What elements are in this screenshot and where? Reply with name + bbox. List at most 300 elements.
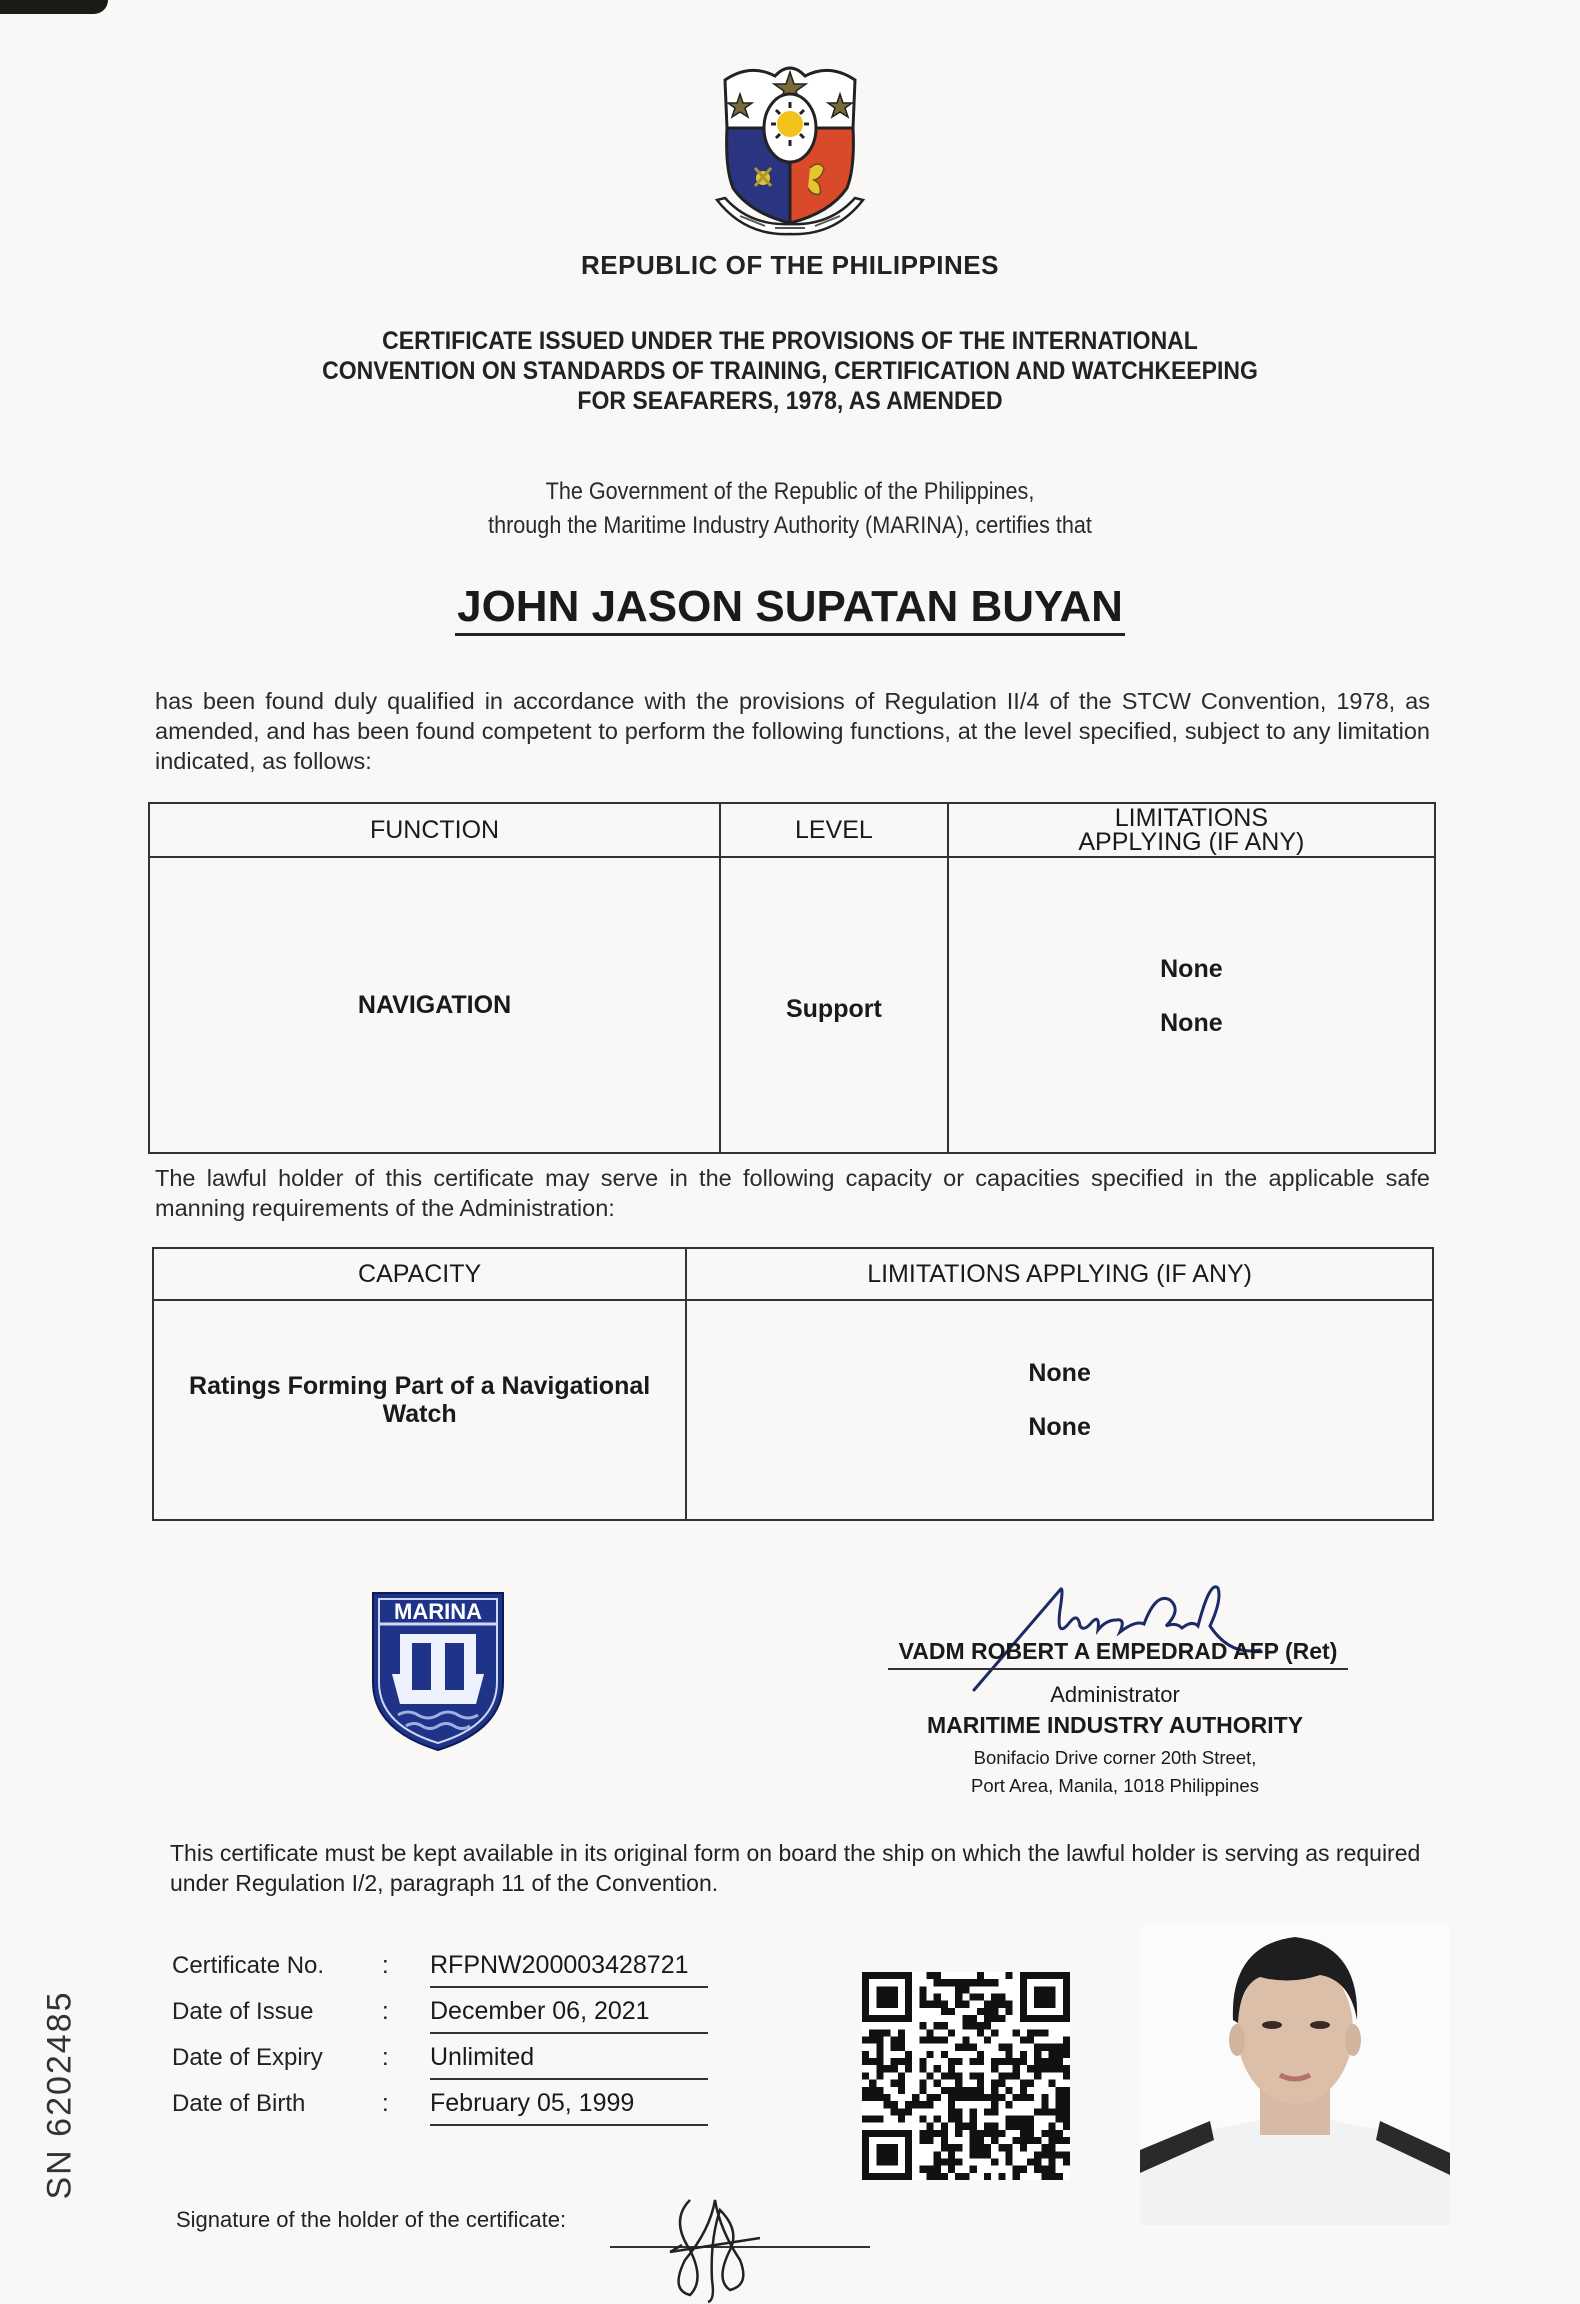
heading-line: FOR SEAFARERS, 1978, AS AMENDED <box>577 387 1003 415</box>
qr-module <box>1020 2144 1027 2151</box>
qr-module <box>1041 2101 1048 2108</box>
qr-module <box>884 2101 891 2108</box>
qr-module <box>948 2151 955 2158</box>
qr-module <box>927 2051 934 2058</box>
qr-module <box>934 2065 941 2072</box>
qr-module <box>948 2115 955 2122</box>
qr-module <box>884 2065 891 2072</box>
qr-module <box>1020 2058 1027 2065</box>
qr-module <box>876 2065 883 2072</box>
qr-module <box>991 2108 998 2115</box>
qr-module <box>876 2044 883 2051</box>
qr-module <box>1056 2094 1063 2101</box>
field-value: February 05, 1999 <box>430 2089 708 2126</box>
qr-code-icon[interactable] <box>862 1972 1070 2180</box>
capacity-paragraph: The lawful holder of this certificate may serve in the following capacity or capacities specified in the applicable safe manning requirements of the Administration: <box>155 1165 1430 1221</box>
qr-module <box>1041 2094 1048 2101</box>
qr-module <box>1034 2158 1041 2165</box>
address-line: Bonifacio Drive corner 20th Street, <box>973 1747 1257 1768</box>
qr-module <box>970 2058 977 2065</box>
limitation-value: None <box>1028 1359 1091 1387</box>
qr-module <box>991 2123 998 2130</box>
qr-module <box>1063 2094 1070 2101</box>
capacity-line: Watch <box>382 1400 457 1428</box>
qr-module <box>1034 2072 1041 2079</box>
qr-module <box>927 1972 934 1979</box>
qr-module <box>955 2080 962 2087</box>
qr-module <box>1005 2008 1012 2015</box>
qr-module <box>991 1994 998 2001</box>
qr-module <box>962 2015 969 2022</box>
qr-module <box>1020 2080 1027 2087</box>
field-value: Unlimited <box>430 2043 708 2080</box>
qr-module <box>1048 2144 1055 2151</box>
qr-module <box>1027 2123 1034 2130</box>
qr-module <box>1048 2137 1055 2144</box>
qr-module <box>1056 2101 1063 2108</box>
table-row <box>153 1300 1433 1520</box>
qr-module <box>1063 2123 1070 2130</box>
signatory-name: VADM ROBERT A EMPEDRAD AFP (Ret) <box>888 1638 1348 1670</box>
qr-module <box>884 2029 891 2036</box>
qr-module <box>927 2130 934 2137</box>
qr-module <box>1005 2123 1012 2130</box>
qr-module <box>1041 2065 1048 2072</box>
qr-module <box>941 2137 948 2144</box>
qr-module <box>898 2044 905 2051</box>
qr-module <box>991 2158 998 2165</box>
qr-module <box>984 2144 991 2151</box>
qr-module <box>984 2001 991 2008</box>
qr-module <box>898 2108 905 2115</box>
serial-number-text: SN 6202485 <box>40 1990 79 2200</box>
qr-module <box>970 2072 977 2079</box>
qr-module <box>1056 2115 1063 2122</box>
limitation-value: None <box>1160 1009 1223 1037</box>
qr-module <box>970 2087 977 2094</box>
qr-module <box>862 2051 869 2058</box>
qr-module <box>1027 2037 1034 2044</box>
marina-logo-text: MARINA <box>394 1599 482 1624</box>
qr-module <box>984 1979 991 1986</box>
holder-signature-label: Signature of the holder of the certificate: <box>176 2207 567 2232</box>
qr-module <box>962 2022 969 2029</box>
philippine-coat-of-arms-icon <box>705 58 875 248</box>
qr-module <box>998 2015 1005 2022</box>
holder-photo <box>1140 1925 1450 2225</box>
qr-module <box>955 1994 962 2001</box>
qr-module <box>876 2087 883 2094</box>
qr-module <box>1005 1972 1012 1979</box>
qr-module <box>991 2015 998 2022</box>
qr-module <box>1048 2065 1055 2072</box>
certificate-note: This certificate must be kept available in its original form on board the ship on which the lawful holder is serving as required under Regulation I/2, paragraph 11 of the Convention. <box>170 1840 1421 1896</box>
qr-module <box>955 2108 962 2115</box>
qr-module <box>862 2072 869 2079</box>
qr-module <box>1048 2151 1055 2158</box>
qr-module <box>962 2123 969 2130</box>
limitation-value: None <box>1028 1413 1091 1441</box>
field-label: Date of Birth <box>172 2090 306 2117</box>
qr-module <box>1056 2058 1063 2065</box>
qr-module <box>898 2080 905 2087</box>
qr-module <box>1020 2166 1027 2173</box>
qr-module <box>1041 2058 1048 2065</box>
qr-module <box>869 2115 876 2122</box>
function-cell: NAVIGATION <box>149 857 720 1153</box>
qr-module <box>948 2101 955 2108</box>
qr-module <box>977 2072 984 2079</box>
serial-number <box>30 1965 90 2225</box>
government-line: through the Maritime Industry Authority (MARINA), certifies that <box>488 512 1092 539</box>
qr-module <box>941 2051 948 2058</box>
qr-module <box>919 2001 926 2008</box>
qr-module <box>912 2094 919 2101</box>
qr-module <box>977 2080 984 2087</box>
qr-module <box>984 2037 991 2044</box>
qr-module <box>977 2137 984 2144</box>
limitation-value: None <box>1160 955 1223 983</box>
qr-module <box>998 2044 1005 2051</box>
field-certificate-no <box>172 1942 708 1988</box>
qr-module <box>876 2058 883 2065</box>
qr-module <box>919 2065 926 2072</box>
qr-module <box>905 2101 912 2108</box>
marina-logo-icon <box>370 1590 506 1752</box>
qr-module <box>1063 2108 1070 2115</box>
table-header-row <box>149 803 1435 857</box>
qr-module <box>1013 2115 1020 2122</box>
qr-module <box>955 2094 962 2101</box>
qr-module <box>984 2022 991 2029</box>
qr-module <box>977 2008 984 2015</box>
qr-module <box>1027 2094 1034 2101</box>
header-function: FUNCTION <box>149 803 720 857</box>
qr-module <box>1027 2029 1034 2036</box>
qr-module <box>1048 2130 1055 2137</box>
qr-module <box>955 2144 962 2151</box>
qr-module <box>962 2044 969 2051</box>
qr-module <box>891 2101 898 2108</box>
qr-module <box>1034 2058 1041 2065</box>
qr-module <box>941 2130 948 2137</box>
field-value: RFPNW200003428721 <box>430 1951 708 1988</box>
qr-module <box>919 1986 926 1993</box>
qr-module <box>919 1994 926 2001</box>
qr-module <box>912 2101 919 2108</box>
qr-module <box>919 2101 926 2108</box>
qr-module <box>941 2158 948 2165</box>
qr-module <box>941 1979 948 1986</box>
holder-name-text: JOHN JASON SUPATAN BUYAN <box>455 582 1125 636</box>
qr-module <box>1048 2158 1055 2165</box>
qr-module <box>970 1994 977 2001</box>
qr-module <box>962 2094 969 2101</box>
qr-module <box>948 2065 955 2072</box>
capacity-table <box>152 1247 1434 1521</box>
qr-module <box>1063 2115 1070 2122</box>
qr-module <box>991 2087 998 2094</box>
qr-module <box>984 2173 991 2180</box>
qr-module <box>970 1979 977 1986</box>
qr-module <box>948 2029 955 2036</box>
qr-module <box>919 2022 926 2029</box>
qr-module <box>977 1979 984 1986</box>
qr-module <box>1041 2029 1048 2036</box>
qr-module <box>977 2151 984 2158</box>
qr-module <box>977 2144 984 2151</box>
functions-table <box>148 802 1436 1154</box>
qr-module <box>991 2008 998 2015</box>
qr-module <box>862 2094 869 2101</box>
field-value: December 06, 2021 <box>430 1997 708 2034</box>
qr-module <box>862 2058 869 2065</box>
qr-module <box>955 2130 962 2137</box>
scan-edge-shadow <box>0 0 108 14</box>
qr-module <box>1063 2051 1070 2058</box>
qr-module <box>1041 2044 1048 2051</box>
header-limitations-line: LIMITATIONS <box>1114 804 1268 832</box>
qr-module <box>1027 2130 1034 2137</box>
qr-module <box>1056 2051 1063 2058</box>
qr-module <box>941 2001 948 2008</box>
qr-module <box>977 2087 984 2094</box>
qr-module <box>1048 2051 1055 2058</box>
qr-module <box>927 2037 934 2044</box>
qr-module <box>1013 2166 1020 2173</box>
qr-module <box>970 2123 977 2130</box>
holder-signature-icon <box>650 2190 780 2304</box>
level-cell: Support <box>720 857 948 1153</box>
qr-module <box>977 2058 984 2065</box>
qr-module <box>876 2037 883 2044</box>
table-header-row <box>153 1248 1433 1300</box>
heading-line: CONVENTION ON STANDARDS OF TRAINING, CERTIFICATION AND WATCHKEEPING <box>322 357 1258 385</box>
qr-module <box>905 2065 912 2072</box>
qr-module <box>919 2115 926 2122</box>
qr-module <box>998 2058 1005 2065</box>
qr-module <box>1005 2051 1012 2058</box>
qr-module <box>1005 2151 1012 2158</box>
qr-module <box>955 2173 962 2180</box>
qr-module <box>970 2094 977 2101</box>
qr-module <box>948 2072 955 2079</box>
qr-module <box>1063 2137 1070 2144</box>
qr-module <box>970 2044 977 2051</box>
qr-module <box>998 1994 1005 2001</box>
qr-module <box>1041 2166 1048 2173</box>
field-date-of-expiry <box>172 2034 708 2080</box>
qr-module <box>927 2094 934 2101</box>
qr-module <box>948 2144 955 2151</box>
header-limitations <box>948 803 1435 857</box>
qr-module <box>927 2173 934 2180</box>
qr-module <box>948 1979 955 1986</box>
qr-module <box>962 2087 969 2094</box>
qr-module <box>991 2029 998 2036</box>
qr-module <box>991 2137 998 2144</box>
qr-module <box>1020 2123 1027 2130</box>
limitations-cell <box>686 1300 1433 1520</box>
qr-module <box>955 2123 962 2130</box>
qr-module <box>1048 2166 1055 2173</box>
qr-module <box>919 2080 926 2087</box>
qr-module <box>1056 2137 1063 2144</box>
table-row <box>149 857 1435 1153</box>
qr-module <box>934 2094 941 2101</box>
qr-module <box>876 2029 883 2036</box>
field-separator: : <box>382 2044 389 2071</box>
qr-module <box>1020 2115 1027 2122</box>
qr-module <box>1034 2166 1041 2173</box>
qr-module <box>984 2015 991 2022</box>
qr-module <box>962 1979 969 1986</box>
qr-module <box>1020 2094 1027 2101</box>
header-capacity: CAPACITY <box>153 1248 686 1300</box>
qualification-paragraph: has been found duly qualified in accordance with the provisions of Regulation II/4 of the STCW Convention, 1978, as amended, and has been found competent to perform the following functions, at the level specified, subject to any limitation indicated, as follows: <box>155 688 1430 774</box>
qr-module <box>1013 2029 1020 2036</box>
qr-module <box>1027 2137 1034 2144</box>
qr-module <box>905 2051 912 2058</box>
qr-module <box>1005 2087 1012 2094</box>
qr-module <box>998 2173 1005 2180</box>
limitations-cell <box>948 857 1435 1153</box>
qr-module <box>919 2087 926 2094</box>
qr-module <box>1034 2137 1041 2144</box>
qr-module <box>934 2115 941 2122</box>
qr-module <box>1034 2151 1041 2158</box>
qr-module <box>898 2037 905 2044</box>
signatory-address <box>880 1744 1350 1800</box>
qr-module <box>891 2080 898 2087</box>
qr-module <box>1005 2101 1012 2108</box>
republic-title: REPUBLIC OF THE PHILIPPINES <box>581 250 999 280</box>
qr-module <box>1063 2065 1070 2072</box>
qr-module <box>934 2001 941 2008</box>
qr-module <box>905 2058 912 2065</box>
qr-module <box>927 2166 934 2173</box>
qr-module <box>998 2072 1005 2079</box>
qr-module <box>891 2037 898 2044</box>
qr-module <box>927 2072 934 2079</box>
qr-module <box>955 2087 962 2094</box>
government-line: The Government of the Republic of the Philippines, <box>545 478 1035 505</box>
qr-module <box>1048 2123 1055 2130</box>
qr-module <box>1020 2137 1027 2144</box>
qr-module <box>977 2051 984 2058</box>
qr-module <box>1063 2072 1070 2079</box>
qr-module <box>898 2029 905 2036</box>
qr-module <box>876 2051 883 2058</box>
qr-module <box>934 2037 941 2044</box>
field-separator: : <box>382 1998 389 2025</box>
qr-module <box>869 2029 876 2036</box>
qr-module <box>977 1972 984 1979</box>
qr-module <box>1034 2029 1041 2036</box>
qr-module <box>948 2108 955 2115</box>
qr-module <box>927 2101 934 2108</box>
qr-module <box>991 2094 998 2101</box>
qr-module <box>1005 2044 1012 2051</box>
qr-module <box>1005 2158 1012 2165</box>
qr-module <box>862 2037 869 2044</box>
qr-module <box>1063 2158 1070 2165</box>
qr-module <box>1034 2065 1041 2072</box>
qr-module <box>955 1986 962 1993</box>
qr-module <box>941 2008 948 2015</box>
qr-module <box>1027 2115 1034 2122</box>
qr-module <box>869 2058 876 2065</box>
qr-module <box>1063 2101 1070 2108</box>
qr-module <box>1041 2108 1048 2115</box>
qr-module <box>984 2123 991 2130</box>
qr-module <box>898 2115 905 2122</box>
qr-module <box>927 2029 934 2036</box>
qr-module <box>1005 2072 1012 2079</box>
qr-module <box>998 2094 1005 2101</box>
qr-module <box>898 2087 905 2094</box>
qr-module <box>934 1979 941 1986</box>
qr-module <box>955 2115 962 2122</box>
qr-module <box>1041 2151 1048 2158</box>
qr-module <box>955 2058 962 2065</box>
qr-module <box>984 2130 991 2137</box>
qr-module <box>955 2001 962 2008</box>
qr-module <box>970 2144 977 2151</box>
qr-module <box>991 2101 998 2108</box>
qr-module <box>934 2158 941 2165</box>
qr-module <box>991 2001 998 2008</box>
qr-module <box>991 2130 998 2137</box>
qr-module <box>962 2173 969 2180</box>
field-separator: : <box>382 2090 389 2117</box>
qr-module <box>869 2037 876 2044</box>
field-label: Date of Issue <box>172 1998 314 2025</box>
qr-module <box>970 2015 977 2022</box>
qr-module <box>991 2065 998 2072</box>
administrator-signature-icon <box>960 1570 1320 1700</box>
qr-module <box>891 2044 898 2051</box>
qr-module <box>941 2144 948 2151</box>
qr-module <box>1056 2151 1063 2158</box>
qr-module <box>919 2058 926 2065</box>
qr-module <box>948 2087 955 2094</box>
qr-module <box>1013 2137 1020 2144</box>
qr-module <box>862 2115 869 2122</box>
qr-module <box>1027 2158 1034 2165</box>
qr-module <box>876 2115 883 2122</box>
qr-module <box>934 1994 941 2001</box>
qr-module <box>955 2158 962 2165</box>
qr-module <box>970 2022 977 2029</box>
qr-module <box>955 2072 962 2079</box>
qr-module <box>862 2087 869 2094</box>
qr-module <box>977 2029 984 2036</box>
qr-module <box>934 2130 941 2137</box>
qr-finder-pattern <box>1034 1986 1056 2008</box>
qr-module <box>941 2173 948 2180</box>
qr-module <box>970 2137 977 2144</box>
qr-module <box>962 1986 969 1993</box>
qr-module <box>1005 2115 1012 2122</box>
qr-module <box>962 2037 969 2044</box>
qr-module <box>1056 2087 1063 2094</box>
certificate-details <box>172 1942 708 2126</box>
qr-module <box>970 2108 977 2115</box>
qr-module <box>934 2166 941 2173</box>
holder-name <box>0 582 1580 632</box>
qr-module <box>998 2130 1005 2137</box>
